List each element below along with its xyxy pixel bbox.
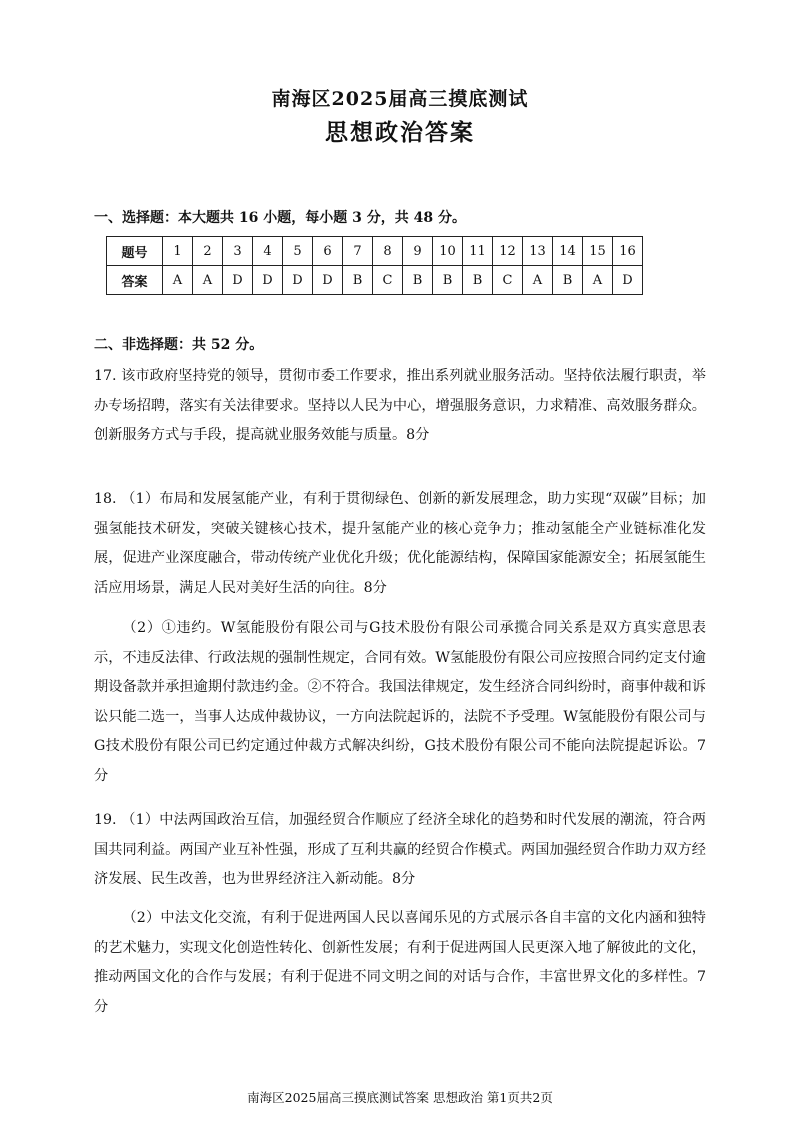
question-number-cell: 11 <box>463 237 493 266</box>
question-number-cell: 1 <box>163 237 193 266</box>
question-number-cell: 7 <box>343 237 373 266</box>
answer-cell: D <box>223 266 253 295</box>
answer-title: 思想政治答案 <box>325 119 475 146</box>
answer-cell: B <box>463 266 493 295</box>
answer-cell: A <box>193 266 223 295</box>
q18-part2-answer: （2）①违约。W氢能股份有限公司与G技术股份有限公司承揽合同关系是双方真实意思表示，不违反法律、行政法规的强制性规定，合同有效。W氢能股份有限公司应按照合同约定支付逾期设备款并承担逾期付款违约金。②不符合。我国法律规定，发生经济合同纠纷时，商事仲裁和诉讼只能二选一，当事人达成仲裁协议，一方向法院起诉的，法院不予受理。W氢能股份有限公司与G技术股份有限公司已约定通过仲裁方式解决纠纷，G技术股份有限公司不能向法院提起诉讼。7分 <box>94 620 706 784</box>
question-number-cell: 2 <box>193 237 223 266</box>
question-number-cell: 16 <box>613 237 643 266</box>
question-number-cell: 14 <box>553 237 583 266</box>
question-number-cell: 5 <box>283 237 313 266</box>
question-number-cell: 8 <box>373 237 403 266</box>
exam-title: 南海区2025届高三摸底测试 <box>271 88 529 110</box>
answer-cell: B <box>403 266 433 295</box>
question-number-cell: 10 <box>433 237 463 266</box>
answer-cell: C <box>493 266 523 295</box>
answer-cell: B <box>433 266 463 295</box>
answer-cell: B <box>553 266 583 295</box>
answer-cell: D <box>253 266 283 295</box>
q17-answer: 17. 该市政府坚持党的领导，贯彻市委工作要求，推出系列就业服务活动。坚持依法履行职责，举办专场招聘，落实有关法律要求。坚持以人民为中心，增强服务意识，力求精准、高效服务群众。创新服务方式与手段，提高就业服务效能与质量。8分 <box>94 368 706 443</box>
question-number-cell: 9 <box>403 237 433 266</box>
question-number-cell: 4 <box>253 237 283 266</box>
answer-label: 答案 <box>107 266 163 295</box>
question-number-row <box>107 237 643 266</box>
q19-part1-answer: 19. （1）中法两国政治互信，加强经贸合作顺应了经济全球化的趋势和时代发展的潮流，符合两国共同利益。两国产业互补性强，形成了互利共赢的经贸合作模式。两国加强经贸合作助力双方经济发展、民生改善，也为世界经济注入新动能。8分 <box>94 812 706 887</box>
answer-cell: C <box>373 266 403 295</box>
section1-heading: 一、选择题：本大题共 16 小题，每小题 3 分，共 48 分。 <box>94 210 466 226</box>
answer-cell: D <box>283 266 313 295</box>
answer-cell: A <box>163 266 193 295</box>
answer-cell: A <box>523 266 553 295</box>
q19-part2-answer: （2）中法文化交流，有利于促进两国人民以喜闻乐见的方式展示各自丰富的文化内涵和独特的艺术魅力，实现文化创造性转化、创新性发展；有利于促进两国人民更深入地了解彼此的文化，推动两国文化的合作与发展；有利于促进不同文明之间的对话与合作，丰富世界文化的多样性。7分 <box>94 910 706 1015</box>
q18-part1-answer: 18. （1）布局和发展氢能产业，有利于贯彻绿色、创新的新发展理念，助力实现“双碳”目标；加强氢能技术研发，突破关键核心技术，提升氢能产业的核心竞争力；推动氢能全产业链标准化发展，促进产业深度融合，带动传统产业优化升级；优化能源结构，保障国家能源安全；拓展氢能生活应用场景，满足人民对美好生活的向往。8分 <box>94 491 706 596</box>
section2-heading: 二、非选择题：共 52 分。 <box>94 337 264 353</box>
answer-row <box>107 266 643 295</box>
question-number-cell: 6 <box>313 237 343 266</box>
answer-cell: B <box>343 266 373 295</box>
answer-cell: D <box>613 266 643 295</box>
answer-table <box>106 236 643 295</box>
question-number-cell: 15 <box>583 237 613 266</box>
question-number-cell: 3 <box>223 237 253 266</box>
page-footer: 南海区2025届高三摸底测试答案 思想政治 第1页共2页 <box>247 1090 553 1105</box>
answer-cell: D <box>313 266 343 295</box>
question-number-cell: 12 <box>493 237 523 266</box>
question-number-label: 题号 <box>107 237 163 266</box>
answer-cell: A <box>583 266 613 295</box>
question-number-cell: 13 <box>523 237 553 266</box>
